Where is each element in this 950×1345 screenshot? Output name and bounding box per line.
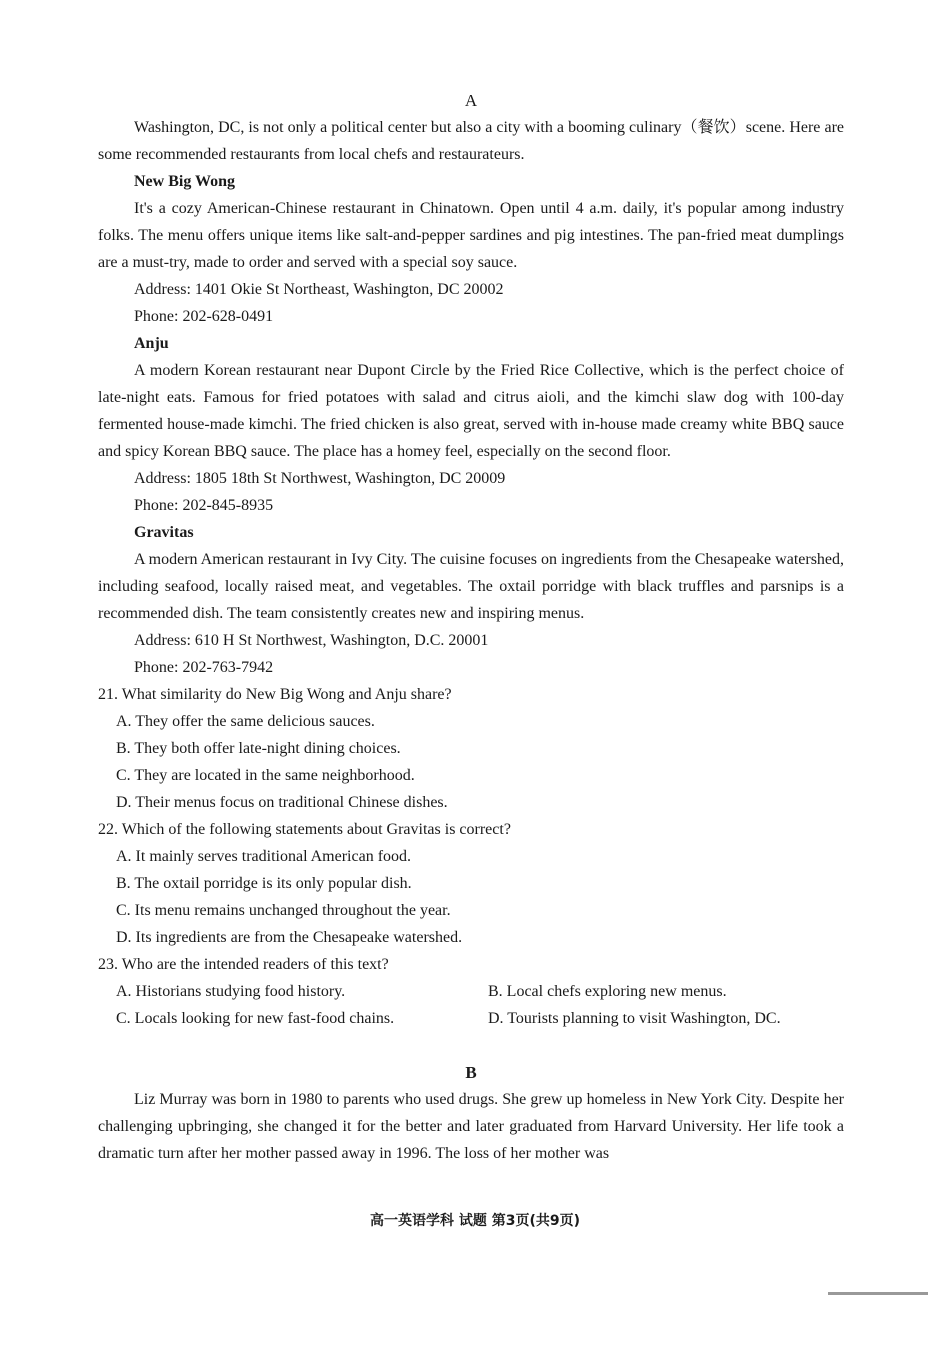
question-21 [98, 681, 844, 816]
option-a: A. Historians studying food history. [116, 983, 346, 1000]
option-d: D. Their menus focus on traditional Chinese dishes. [116, 794, 448, 811]
option-a: A. It mainly serves traditional American food. [116, 848, 412, 865]
restaurant-anju [98, 330, 844, 519]
option-d: D. Tourists planning to visit Washington, DC. [488, 1010, 781, 1027]
restaurant-phone: Phone: 202-763-7942 [134, 659, 274, 676]
restaurant-description: A modern American restaurant in Ivy City. The cuisine focuses on ingredients from the Chesapeake watershed, including seafood, locally raised meat, and vegetables. The oxtail porridge with black truffles and parsnips is a recommended dish. The team consistently creates new and inspiring menus. [98, 551, 845, 622]
question-23 [98, 951, 844, 1032]
scan-corner-mark [828, 1292, 928, 1301]
restaurant-new-big-wong [98, 168, 844, 330]
page-footer: 高一英语学科 试题 第3页(共9页) [369, 1213, 581, 1229]
section-gap [98, 1032, 844, 1059]
option-a: A. They offer the same delicious sauces. [116, 713, 375, 730]
restaurant-address: Address: 1805 18th St Northwest, Washington, DC 20009 [134, 470, 506, 487]
question-stem: 23. Who are the intended readers of this text? [98, 956, 389, 973]
section-a-label: A [464, 91, 478, 110]
restaurant-name: Gravitas [134, 524, 194, 541]
restaurant-name: Anju [134, 335, 169, 352]
option-c: C. They are located in the same neighborhood. [116, 767, 415, 784]
exam-page [98, 87, 844, 1167]
restaurant-phone: Phone: 202-845-8935 [134, 497, 274, 514]
restaurant-gravitas [98, 519, 844, 681]
question-stem: 21. What similarity do New Big Wong and Anju share? [98, 686, 452, 703]
option-b: B. They both offer late-night dining choices. [116, 740, 401, 757]
option-d: D. Its ingredients are from the Chesapeake watershed. [116, 929, 463, 946]
restaurant-description: A modern Korean restaurant near Dupont Circle by the Fried Rice Collective, which is the perfect choice of late-night eats. Famous for fried potatoes with salad and citrus aioli, and the kimchi slaw dog with 100-day fermented house-made kimchi. The fried chicken is also great, served with in-house made creamy white BBQ sauce and spicy Korean BBQ sauce. The place has a homey feel, especially on the second floor. [98, 362, 844, 460]
option-b: B. The oxtail porridge is its only popular dish. [116, 875, 412, 892]
question-stem: 22. Which of the following statements about Gravitas is correct? [98, 821, 511, 838]
option-row [98, 1005, 844, 1032]
option-c: C. Its menu remains unchanged throughout the year. [116, 902, 451, 919]
option-b: B. Local chefs exploring new menus. [488, 983, 727, 1000]
restaurant-name: New Big Wong [134, 173, 236, 190]
section-b-label: B [465, 1063, 477, 1082]
restaurant-phone: Phone: 202-628-0491 [134, 308, 274, 325]
option-c: C. Locals looking for new fast-food chains. [116, 1010, 395, 1027]
section-b-paragraph: Liz Murray was born in 1980 to parents who used drugs. She grew up homeless in New York City. Despite her challenging upbringing, she changed it for the better and later graduated from Harvard University. Her life took a dramatic turn after her mother passed away in 1996. The loss of her mother was [98, 1091, 844, 1162]
section-a-intro: Washington, DC, is not only a political center but also a city with a booming culinary（餐饮）scene. Here are some recommended restaurants from local chefs and restaurateurs. [98, 119, 844, 163]
restaurant-address: Address: 610 H St Northwest, Washington, D.C. 20001 [134, 632, 489, 649]
restaurant-description: It's a cozy American-Chinese restaurant in Chinatown. Open until 4 a.m. daily, it's popular among industry folks. The menu offers unique items like salt-and-pepper sardines and pig intestines. The pan-fried meat dumplings are a must-try, made to order and served with a special soy sauce. [98, 200, 844, 271]
option-row [98, 978, 844, 1005]
question-22 [98, 816, 844, 951]
restaurant-address: Address: 1401 Okie St Northeast, Washington, DC 20002 [134, 281, 504, 298]
